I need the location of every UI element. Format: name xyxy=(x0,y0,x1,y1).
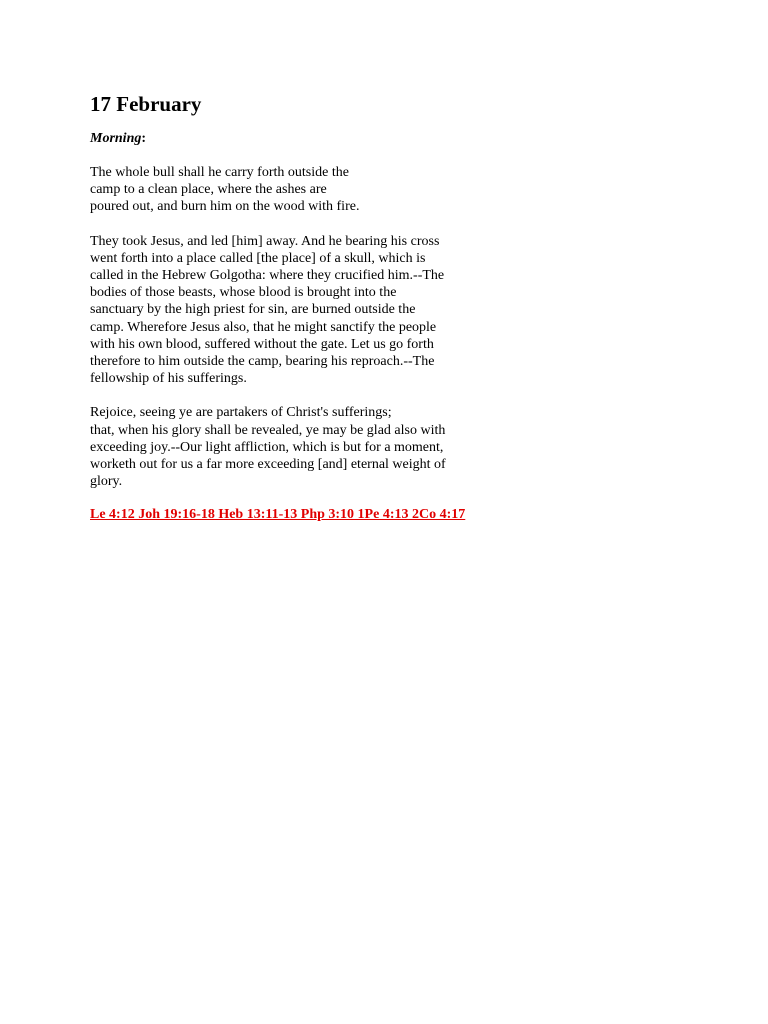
paragraph-line: worketh out for us a far more exceeding [and] eternal weight of xyxy=(90,457,446,473)
paragraph-2 xyxy=(90,233,690,388)
page-title: 17 February xyxy=(90,92,202,116)
paragraph-line: fellowship of his sufferings. xyxy=(90,371,247,387)
paragraph-line: camp. Wherefore Jesus also, that he might sanctify the people xyxy=(90,319,437,335)
paragraph-line: exceeding joy.--Our light affliction, which is but for a moment, xyxy=(90,439,444,455)
paragraph-line: The whole bull shall he carry forth outside the xyxy=(90,165,349,180)
document-content xyxy=(90,90,690,523)
paragraph-line: bodies of those beasts, whose blood is brought into the xyxy=(90,285,397,301)
scripture-references-link[interactable]: Le 4:12 Joh 19:16-18 Heb 13:11-13 Php 3:10 1Pe 4:13 2Co 4:17 xyxy=(90,507,466,523)
paragraph-line: sanctuary by the high priest for sin, are burned outside the xyxy=(90,302,416,318)
paragraph-line: They took Jesus, and led [him] away. And he bearing his cross xyxy=(90,233,440,249)
paragraph-line: glory. xyxy=(90,474,123,490)
section-label xyxy=(90,130,690,147)
section-label-text: Morning xyxy=(90,131,142,146)
scripture-references xyxy=(90,506,690,523)
paragraph-line: Rejoice, seeing ye are partakers of Christ's sufferings; xyxy=(90,405,392,421)
paragraph-line: camp to a clean place, where the ashes are xyxy=(90,182,327,198)
paragraph-line: went forth into a place called [the place] of a skull, which is xyxy=(90,250,426,266)
paragraph-line: called in the Hebrew Golgotha: where they crucified him.--The xyxy=(90,268,445,284)
paragraph-3 xyxy=(90,404,690,490)
paragraph-line: therefore to him outside the camp, bearing his reproach.--The xyxy=(90,354,435,370)
paragraph-line: poured out, and burn him on the wood with fire. xyxy=(90,199,360,215)
section-label-colon: : xyxy=(141,131,147,146)
paragraph-line: with his own blood, suffered without the gate. Let us go forth xyxy=(90,336,434,352)
paragraph-1 xyxy=(90,164,690,216)
paragraph-line: that, when his glory shall be revealed, ye may be glad also with xyxy=(90,422,446,438)
